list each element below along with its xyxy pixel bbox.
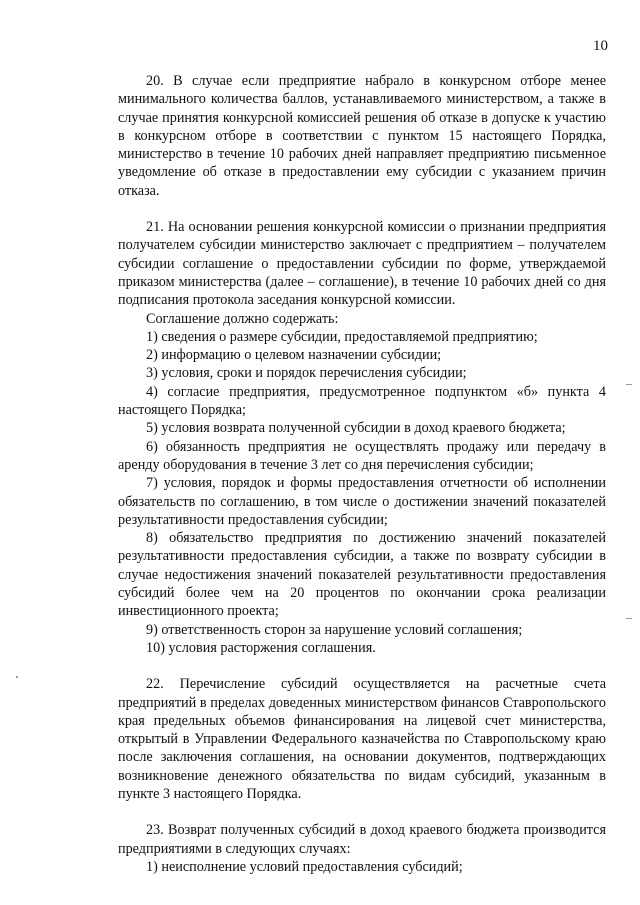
paragraph-gap	[118, 200, 606, 218]
document-body	[118, 72, 606, 876]
scan-mark	[626, 384, 632, 385]
list-item-5: 5) условия возврата полученной субсидии в доход краевого бюджета;	[146, 420, 566, 437]
paragraph-23-item-1: 1) неисполнение условий предоставления субсидий;	[146, 858, 463, 875]
page-number: 10	[593, 38, 608, 54]
scan-mark	[626, 618, 632, 619]
list-item-3: 3) условия, сроки и порядок перечисления субсидии;	[146, 365, 467, 382]
list-item-10: 10) условия расторжения соглашения.	[146, 639, 376, 656]
paragraph-21: 21. На основании решения конкурсной комиссии о признании предприятия получателем субсидии министерство заключает с предприятием – получателем субсидии соглашение о предоставлении субсидии по форме, утверждаемой приказом министерства (далее – соглашение), в течение 10 рабочих дней со дня подписания протокола заседания конкурсной комиссии.	[118, 219, 606, 309]
paragraph-23: 23. Возврат полученных субсидий в доход краевого бюджета производится предприятиями в следующих случаях:	[118, 822, 606, 857]
list-item-9: 9) ответственность сторон за нарушение условий соглашения;	[146, 621, 523, 638]
list-item-1: 1) сведения о размере субсидии, предоставляемой предприятию;	[146, 328, 538, 345]
scan-mark	[16, 676, 18, 678]
list-item-4: 4) согласие предприятия, предусмотренное подпунктом «б» пункта 4 настоящего Порядка;	[118, 383, 606, 419]
list-item-8: 8) обязательство предприятия по достижению значений показателей результативности предоставления субсидии, а также по возврату субсидии в случае недостижения значений показателей результативности предоставления субсидий более чем на 20 процентов по окончании срока реализации инвестиционного проекта;	[118, 530, 606, 620]
list-item-6: 6) обязанность предприятия не осуществлять продажу или передачу в аренду оборудования в течение 3 лет со дня перечисления субсидии;	[118, 438, 606, 473]
paragraph-gap	[118, 803, 606, 821]
paragraph-gap	[118, 657, 606, 675]
list-item-7: 7) условия, порядок и формы предоставления отчетности об исполнении обязательств по соглашению, в том числе о достижении значений показателей результативности предоставления субсидии;	[118, 475, 606, 528]
paragraph-20: 20. В случае если предприятие набрало в конкурсном отборе менее минимального количества баллов, устанавливаемого министерством, а также в случае принятия конкурсной комиссией решения об отказе в допуске к участию в конкурсном отборе в соответствии с пунктом 15 настоящего Порядка, министерство в течение 10 рабочих дней направляет предприятию письменное уведомление об отказе в предоставлении ему субсидии с указанием причин отказа.	[118, 73, 606, 199]
agreement-intro: Соглашение должно содержать:	[146, 310, 339, 327]
list-item-2: 2) информацию о целевом назначении субсидии;	[146, 347, 442, 364]
paragraph-22: 22. Перечисление субсидий осуществляется на расчетные счета предприятий в пределах доведенных министерством финансов Ставропольского края предельных объемов финансирования на лицевой счет министерства, открытый в Управлении Федерального казначейства по Ставропольскому краю после заключения соглашения, на основании документов, подтверждающих возникновение денежного обязательства по видам субсидий, указанным в пункте 3 настоящего Порядка.	[118, 676, 606, 802]
